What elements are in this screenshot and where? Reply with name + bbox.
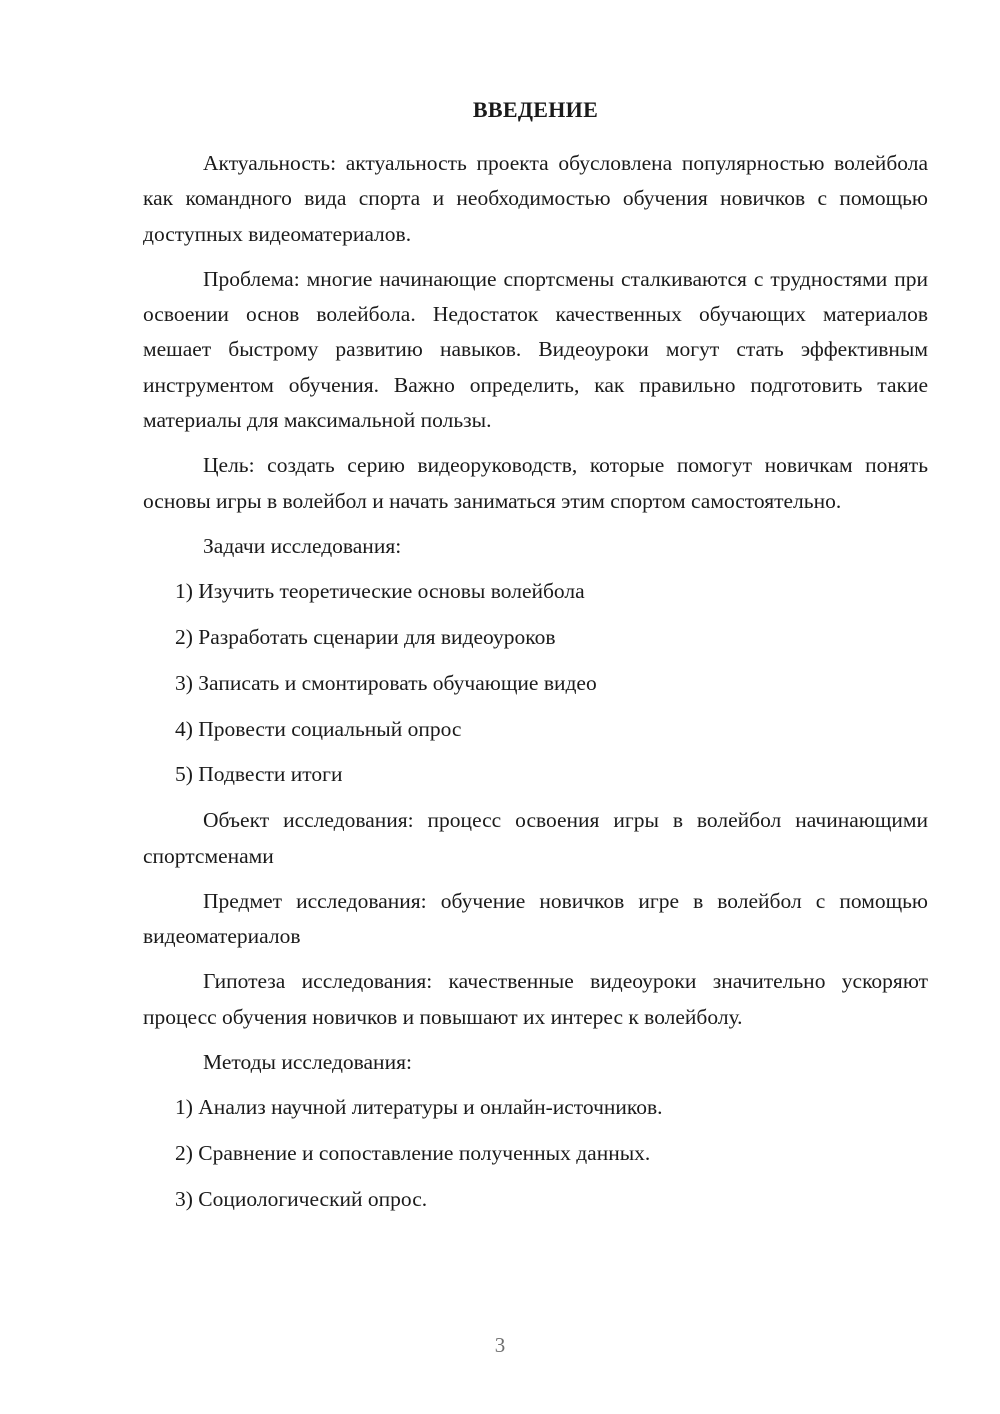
page-number: 3 (494, 1333, 506, 1357)
tasks-list (143, 574, 928, 792)
list-item: 3) Записать и смонтировать обучающие видео (175, 670, 597, 695)
list-item: 4) Провести социальный опрос (175, 716, 462, 741)
tasks-heading: Задачи исследования: (203, 533, 402, 558)
list-item: 5) Подвести итоги (175, 762, 343, 787)
list-item: 3) Социологический опрос. (175, 1186, 428, 1211)
list-item: 2) Сравнение и сопоставление полученных данных. (175, 1141, 651, 1166)
list-item: 2) Разработать сценарии для видеоуроков (175, 625, 556, 650)
goal-paragraph: Цель: создать серию видеоруководств, которые помогут новичкам понять основы игры в волейбол и начать заниматься этим спортом самостоятельно. (143, 453, 928, 513)
hypothesis-paragraph: Гипотеза исследования: качественные видеоуроки значительно ускоряют процесс обучения новичков и повышают их интерес к волейболу. (143, 969, 928, 1029)
relevance-paragraph: Актуальность: актуальность проекта обусловлена популярностью волейбола как командного вида спорта и необходимостью обучения новичков с помощью доступных видеоматериалов. (143, 151, 928, 246)
list-item: 1) Анализ научной литературы и онлайн-источников. (175, 1095, 663, 1120)
document-page (143, 92, 928, 1228)
problem-paragraph: Проблема: многие начинающие спортсмены сталкиваются с трудностями при освоении основ волейбола. Недостаток качественных обучающих материалов мешает быстрому развитию навыков. Видеоуроки могут стать эффективным инструментом обучения. Важно определить, как правильно подготовить такие материалы для максимальной пользы. (143, 266, 928, 433)
methods-list (143, 1090, 928, 1217)
object-paragraph: Объект исследования: процесс освоения игры в волейбол начинающими спортсменами (143, 808, 928, 868)
subject-paragraph: Предмет исследования: обучение новичков игре в волейбол с помощью видеоматериалов (143, 888, 928, 949)
methods-heading: Методы исследования: (203, 1050, 412, 1075)
list-item: 1) Изучить теоретические основы волейбола (175, 579, 585, 604)
section-title: ВВЕДЕНИЕ (472, 97, 599, 122)
